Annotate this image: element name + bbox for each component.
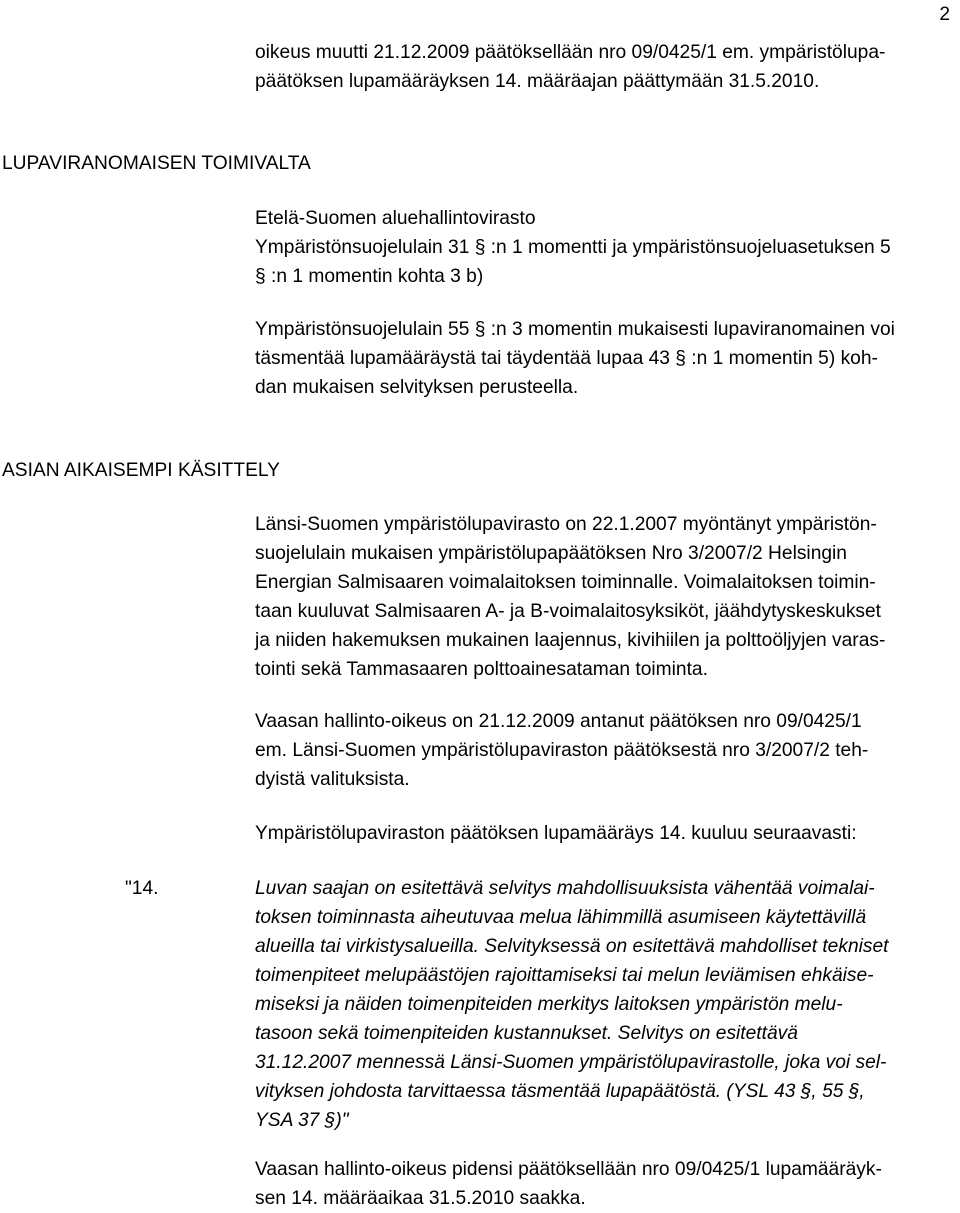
text-line: Vaasan hallinto-oikeus pidensi päätöksellään nro 09/0425/1 lupamääräyk-: [255, 1159, 882, 1180]
intro-paragraph: [255, 38, 955, 96]
text-line: 31.12.2007 mennessä Länsi-Suomen ympäristölupavirastolle, joka voi sel-: [255, 1052, 887, 1073]
section-heading-history: ASIAN AIKAISEMPI KÄSITTELY: [2, 460, 280, 481]
text-line: taan kuuluvat Salmisaaren A- ja B-voimalaitosyksiköt, jäähdytyskeskukset: [255, 601, 882, 622]
text-line: Ympäristönsuojelulain 31 § :n 1 momentti ja ympäristönsuojeluasetuksen 5: [255, 237, 891, 258]
text-line: toksen toiminnasta aiheutuvaa melua lähimmillä asumiseen käytettävillä: [255, 907, 867, 928]
history-paragraph-3: Ympäristölupaviraston päätöksen lupamääräys 14. kuuluu seuraavasti:: [255, 823, 857, 844]
text-line: Länsi-Suomen ympäristölupavirasto on 22.1.2007 myöntänyt ympäristön-: [255, 514, 877, 535]
history-paragraph-1: [255, 510, 955, 684]
text-line: Vaasan hallinto-oikeus on 21.12.2009 antanut päätöksen nro 09/0425/1: [255, 711, 862, 732]
section-heading-authority: LUPAVIRANOMAISEN TOIMIVALTA: [2, 153, 311, 174]
text-line: alueilla tai virkistysalueilla. Selvityksessä on esitettävä mahdolliset tekniset: [255, 936, 889, 957]
text-line: tointi sekä Tammasaaren polttoainesataman toiminta.: [255, 659, 708, 680]
text-line: YSA 37 §)": [255, 1110, 349, 1131]
legal-basis: [255, 233, 955, 291]
quote-item-number: "14.: [125, 878, 159, 899]
text-line: toimenpiteet melupäästöjen rajoittamiseksi tai melun leviämisen ehkäise-: [255, 965, 874, 986]
text-line: täsmentää lupamääräystä tai täydentää lupaa 43 § :n 1 momentin 5) koh-: [255, 348, 878, 369]
text-line: em. Länsi-Suomen ympäristölupaviraston päätöksestä nro 3/2007/2 teh-: [255, 740, 869, 761]
text-line: Ympäristönsuojelulain 55 § :n 3 momentin mukaisesti lupaviranomainen voi: [255, 319, 895, 340]
authority-paragraph: [255, 315, 955, 402]
page-number: 2: [939, 4, 950, 25]
text-line: oikeus muutti 21.12.2009 päätöksellään nro 09/0425/1 em. ympäristölupa-: [255, 42, 886, 63]
history-paragraph-4: [255, 1155, 955, 1213]
history-paragraph-2: [255, 707, 955, 794]
text-line: vityksen johdosta tarvittaessa täsmentää lupapäätöstä. (YSL 43 §, 55 §,: [255, 1081, 865, 1102]
quoted-condition: [255, 874, 955, 1135]
text-line: Luvan saajan on esitettävä selvitys mahdollisuuksista vähentää voimalai-: [255, 878, 875, 899]
text-line: § :n 1 momentin kohta 3 b): [255, 266, 484, 287]
text-line: sen 14. määräaikaa 31.5.2010 saakka.: [255, 1188, 586, 1209]
text-line: dyistä valituksista.: [255, 769, 410, 790]
text-line: päätöksen lupamääräyksen 14. määräajan päättymään 31.5.2010.: [255, 71, 820, 92]
text-line: ja niiden hakemuksen mukainen laajennus, kivihiilen ja polttoöljyjen varas-: [255, 630, 886, 651]
text-line: miseksi ja näiden toimenpiteiden merkitys laitoksen ympäristön melu-: [255, 994, 843, 1015]
text-line: tasoon sekä toimenpiteiden kustannukset. Selvitys on esitettävä: [255, 1023, 798, 1044]
text-line: Energian Salmisaaren voimalaitoksen toiminnalle. Voimalaitoksen toimin-: [255, 572, 876, 593]
text-line: suojelulain mukaisen ympäristölupapäätöksen Nro 3/2007/2 Helsingin: [255, 543, 847, 564]
authority-name: Etelä-Suomen aluehallintovirasto: [255, 208, 536, 229]
text-line: dan mukaisen selvityksen perusteella.: [255, 377, 579, 398]
